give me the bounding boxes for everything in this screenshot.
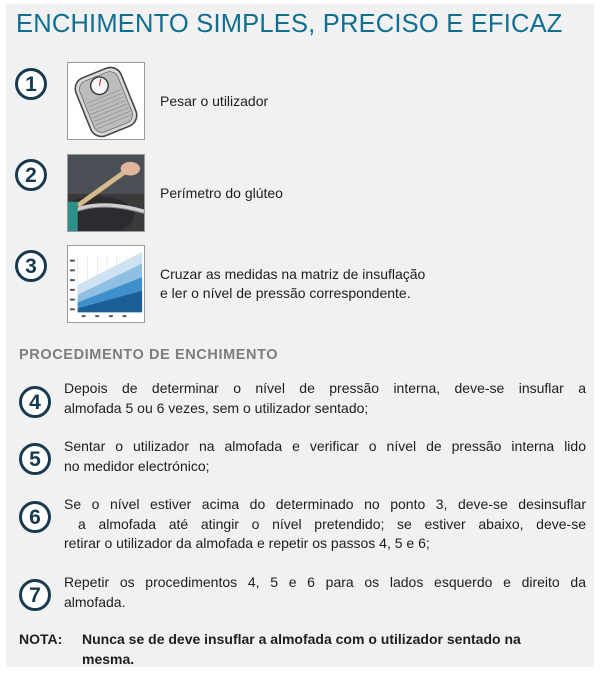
procedure-text — [64, 573, 586, 612]
section-title: PROCEDIMENTO DE ENCHIMENTO — [19, 347, 279, 363]
bathroom-scale-icon — [67, 62, 145, 140]
procedure-text — [64, 379, 586, 418]
procedure-line: Repetir os procedimentos 4, 5 e 6 para os lados esquerdo e direito da — [64, 574, 586, 590]
step-label-line: Cruzar as medidas na matriz de insuflação — [160, 266, 426, 282]
procedure-text — [64, 495, 586, 554]
procedure-number-badge: 4 — [19, 386, 51, 418]
step-number-badge: 1 — [15, 68, 47, 100]
procedure-number-badge: 5 — [19, 443, 51, 475]
procedure-line: a almofada até atingir o nível pretendido; se estiver abaixo, deve-se — [78, 515, 586, 532]
procedure-line: Se o nível estiver acima do determinado no ponto 3, deve-se desinsuflar — [64, 496, 586, 512]
step-label — [160, 265, 490, 303]
tape-measure-photo — [67, 154, 145, 232]
note — [19, 630, 589, 669]
procedure-line: Depois de determinar o nível de pressão interna, deve-se insuflar a — [64, 380, 586, 396]
step-label: Perímetro do glúteo — [160, 185, 283, 201]
page-title: ENCHIMENTO SIMPLES, PRECISO E EFICAZ — [16, 10, 563, 38]
note-line: Nunca se de deve insuflar a almofada com o utilizador sentado na — [82, 631, 521, 647]
step-label-line: e ler o nível de pressão correspondente. — [160, 285, 411, 301]
step-number-badge: 2 — [15, 159, 47, 191]
note-label: NOTA: — [19, 631, 63, 647]
procedure-line: almofada. — [64, 593, 126, 610]
procedure-line: retirar o utilizador da almofada e repetir os passos 4, 5 e 6; — [64, 535, 430, 551]
procedure-line: almofada 5 ou 6 vezes, sem o utilizador sentado; — [64, 399, 369, 416]
step-label: Pesar o utilizador — [160, 93, 269, 109]
procedure-number-badge: 6 — [19, 501, 51, 533]
procedure-line: no medidor electrónico; — [64, 457, 210, 474]
note-line: mesma. — [82, 650, 135, 667]
procedure-number-badge: 7 — [19, 579, 51, 611]
procedure-line: Sentar o utilizador na almofada e verificar o nível de pressão interna lido — [64, 438, 586, 454]
step-number-badge: 3 — [15, 250, 47, 282]
procedure-text — [64, 437, 586, 476]
inflation-matrix-chart — [67, 245, 145, 323]
page-panel — [6, 4, 594, 667]
